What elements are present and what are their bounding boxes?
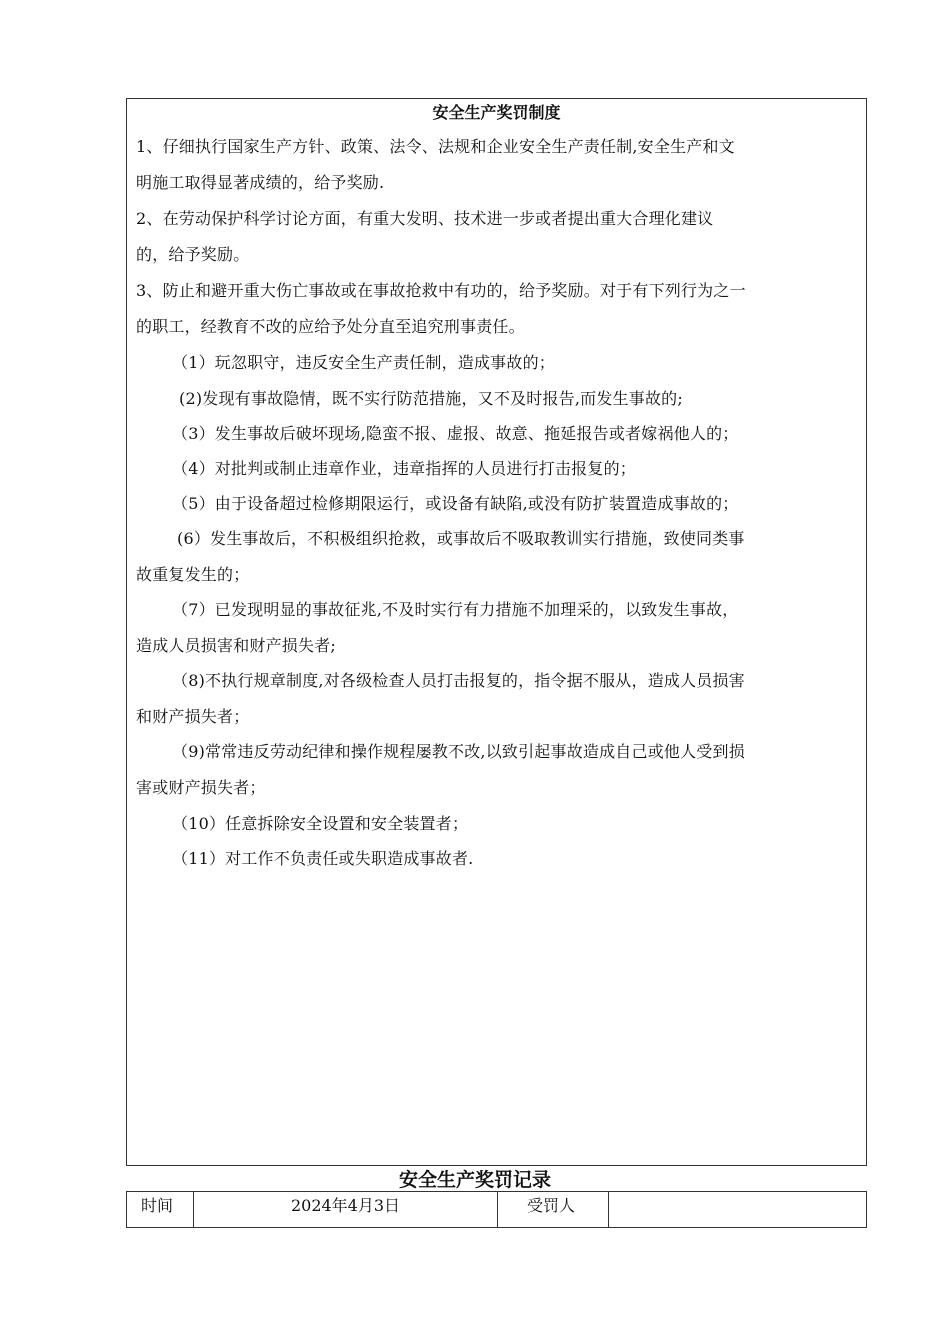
policy-line: （4）对批判或制止违章作业，违章指挥的人员进行打击报复的； xyxy=(172,459,636,478)
policy-line: （10）任意拆除安全设置和安全装置者； xyxy=(172,814,469,833)
policy-line: 1、仔细执行国家生产方针、政策、法令、法规和企业安全生产责任制,安全生产和文 xyxy=(136,137,735,156)
policy-line: 2、在劳动保护科学讨论方面，有重大发明、技术进一步或者提出重大合理化建议 xyxy=(136,209,714,228)
record-table xyxy=(126,1191,867,1228)
policy-line: (2)发现有事故隐情，既不实行防范措施，又不及时报告,而发生事故的; xyxy=(179,389,683,408)
policy-line: 和财产损失者； xyxy=(136,707,250,726)
policy-line: （1）玩忽职守，违反安全生产责任制，造成事故的； xyxy=(172,353,555,372)
person-label: 受罚人 xyxy=(498,1192,609,1227)
policy-line: （5）由于设备超过检修期限运行，或设备有缺陷,或没有防扩装置造成事故的； xyxy=(172,494,739,513)
policy-title: 安全生产奖罚制度 xyxy=(432,103,561,122)
policy-line: (6）发生事故后，不积极组织抢救，或事故后不吸取教训实行措施，致使同类事 xyxy=(177,529,745,548)
policy-line: （8)不执行规章制度,对各级检查人员打击报复的，指令据不服从，造成人员损害 xyxy=(172,671,745,690)
policy-line: 明施工取得显著成绩的，给予奖励. xyxy=(136,173,385,192)
policy-line: 3、防止和避开重大伤亡事故或在事故抢救中有功的，给予奖励。对于有下列行为之一 xyxy=(136,281,746,300)
policy-line: 的，给予奖励。 xyxy=(136,245,250,264)
policy-box xyxy=(126,98,867,1166)
policy-line: （7）已发现明显的事故征兆,不及时实行有力措施不加理采的，以致发生事故， xyxy=(172,600,739,619)
record-title: 安全生产奖罚记录 xyxy=(398,1169,551,1191)
person-cell[interactable] xyxy=(609,1192,866,1227)
policy-line: 造成人员损害和财产损失者; xyxy=(136,636,336,655)
policy-line: （9)常常违反劳动纪律和操作规程屡教不改,以致引起事故造成自己或他人受到损 xyxy=(172,742,745,761)
time-label: 时间 xyxy=(127,1192,194,1227)
policy-line: （3）发生事故后破坏现场,隐蛮不报、虚报、故意、拖延报告或者嫁祸他人的； xyxy=(172,424,739,443)
policy-line: 的职工，经教育不改的应给予处分直至追究刑事责任。 xyxy=(136,317,525,336)
date-cell[interactable]: 2024年4月3日 xyxy=(194,1192,498,1227)
policy-line: 故重复发生的； xyxy=(136,565,250,584)
policy-line: （11）对工作不负责任或失职造成事故者. xyxy=(172,849,474,868)
policy-line: 害或财产损失者； xyxy=(136,778,266,797)
